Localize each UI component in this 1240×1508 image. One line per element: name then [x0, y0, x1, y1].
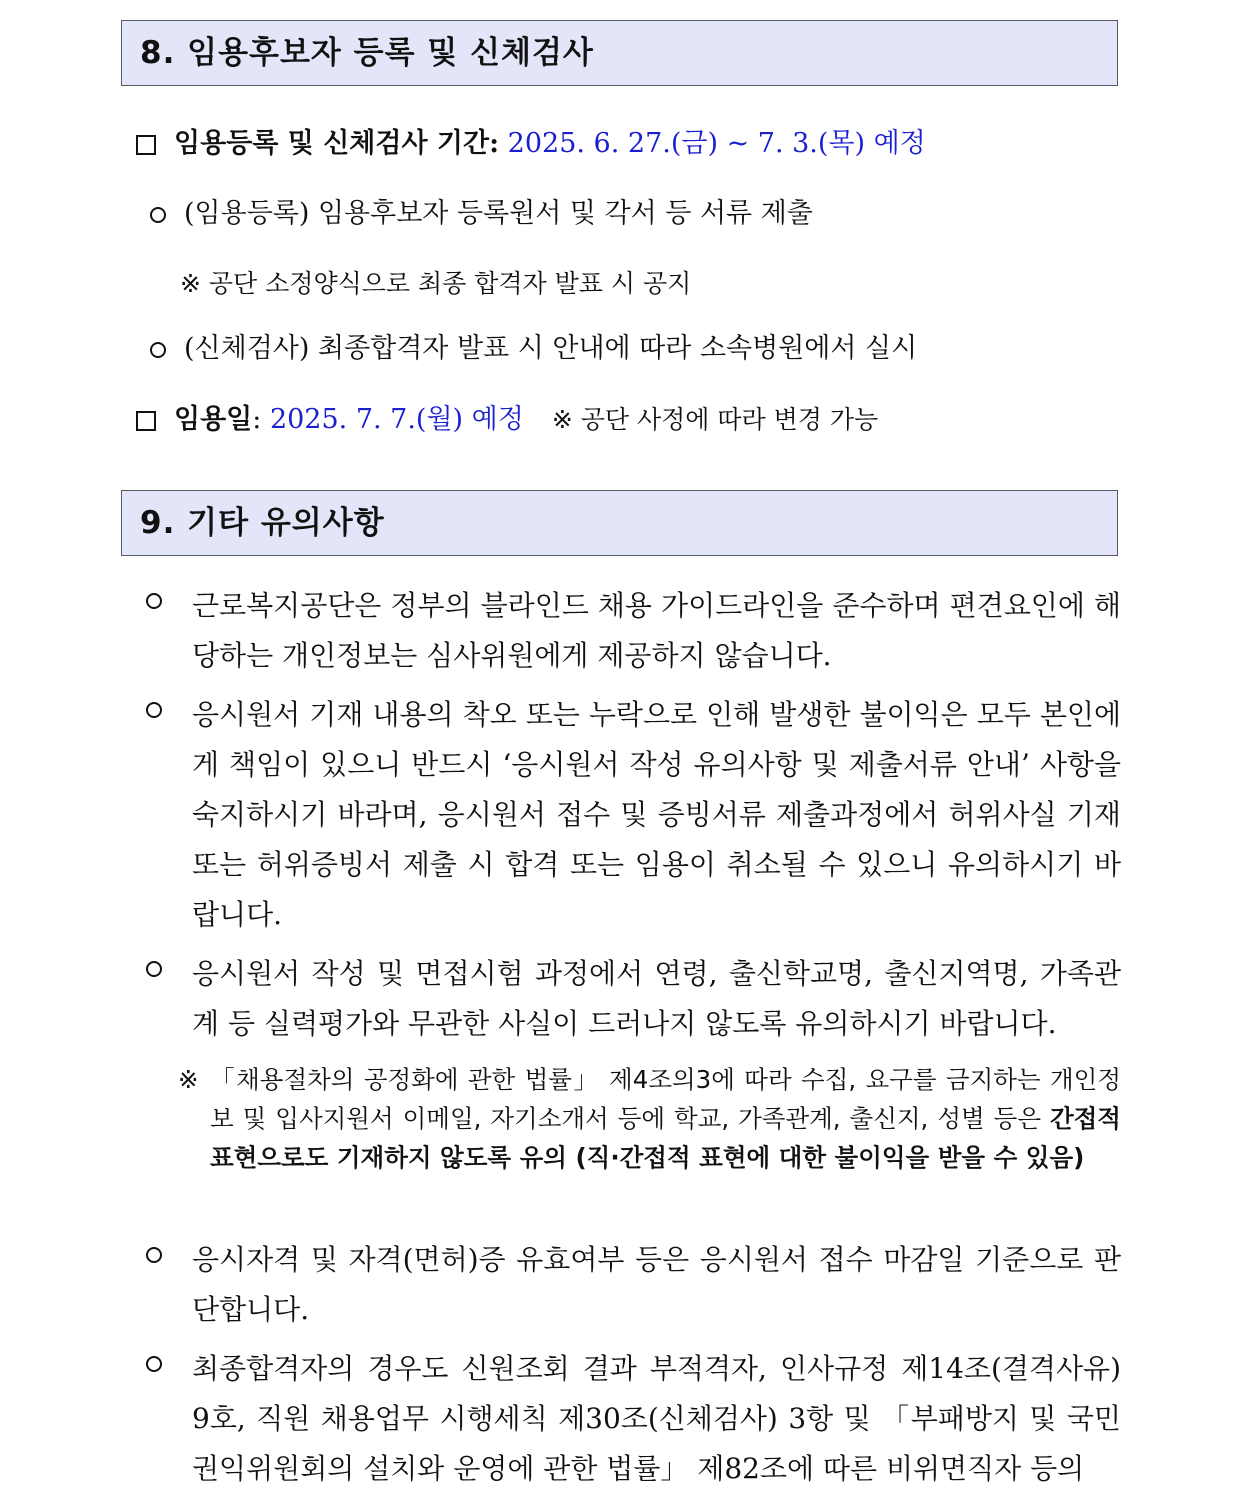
notice-item-3-text: 응시원서 작성 및 면접시험 과정에서 연령, 출신학교명, 출신지역명, 가족관계 등 실력평가와 무관한 사실이 드러나지 않도록 유의하시기 바랍니다. [192, 957, 1121, 1040]
appointment-label: 임용일 [174, 404, 253, 435]
appointment-colon: : [252, 404, 262, 435]
notice-item-4-text: 응시자격 및 자격(면허)증 유효여부 등은 응시원서 접수 마감일 기준으로 판단합니다. [192, 1243, 1121, 1326]
notice-item-5 [146, 1344, 1121, 1494]
period-line [136, 124, 926, 164]
legal-note-emphasis: 간접적 표현으로도 기재하지 않도록 유의 (직·간접적 표현에 대한 불이익을 받을 수 있음) [210, 1104, 1121, 1172]
circle-bullet-icon [146, 1356, 162, 1372]
registration-line [150, 194, 813, 234]
circle-bullet-icon [150, 342, 166, 358]
square-bullet-icon [136, 411, 156, 431]
section-9-header: 9. 기타 유의사항 [121, 490, 1118, 556]
notice-item-5-text: 최종합격자의 경우도 신원조회 결과 부적격자, 인사규정 제14조(결격사유) 9호, 직원 채용업무 시행세칙 제30조(신체검사) 3항 및 「부패방지 및 국민권익위원회의 설치와 운영에 관한 법률」 제82조에 따른 비위면직자 등의 [192, 1352, 1121, 1485]
circle-bullet-icon [146, 961, 162, 977]
registration-text: (임용등록) 임용후보자 등록원서 및 각서 등 서류 제출 [184, 198, 813, 229]
circle-bullet-icon [146, 593, 162, 609]
note-mark: ※ [178, 1065, 199, 1094]
section-8-header: 8. 임용후보자 등록 및 신체검사 [121, 20, 1118, 86]
appointment-note: ※ 공단 사정에 따라 변경 가능 [551, 405, 879, 434]
medical-exam-text: (신체검사) 최종합격자 발표 시 안내에 따라 소속병원에서 실시 [184, 333, 918, 364]
legal-note [178, 1060, 1121, 1177]
notice-item-1 [146, 581, 1121, 681]
circle-bullet-icon [146, 1247, 162, 1263]
registration-note: ※ 공단 소정양식으로 최종 합격자 발표 시 공지 [180, 269, 692, 298]
medical-exam-line [150, 329, 917, 369]
appointment-line [136, 400, 878, 440]
circle-bullet-icon [150, 207, 166, 223]
legal-note-text [210, 1060, 1121, 1177]
square-bullet-icon [136, 135, 156, 155]
legal-note-body: 「채용절차의 공정화에 관한 법률」 제4조의3에 따라 수집, 요구를 금지하는 개인정보 및 입사지원서 이메일, 자기소개서 등에 학교, 가족관계, 출신지, 성별 등은 [210, 1065, 1121, 1133]
appointment-value: 2025. 7. 7.(월) 예정 [269, 404, 524, 435]
period-label: 임용등록 및 신체검사 기간: [174, 128, 500, 159]
notice-item-2 [146, 690, 1121, 940]
notice-item-3 [146, 949, 1121, 1049]
circle-bullet-icon [146, 702, 162, 718]
notice-item-1-text: 근로복지공단은 정부의 블라인드 채용 가이드라인을 준수하며 편견요인에 해당하는 개인정보는 심사위원에게 제공하지 않습니다. [192, 589, 1121, 672]
notice-item-4 [146, 1235, 1121, 1335]
period-value: 2025. 6. 27.(금) ~ 7. 3.(목) 예정 [507, 128, 926, 159]
notice-item-2-text: 응시원서 기재 내용의 착오 또는 누락으로 인해 발생한 불이익은 모두 본인에게 책임이 있으니 반드시 ‘응시원서 작성 유의사항 및 제출서류 안내’ 사항을 숙지하시기 바라며, 응시원서 접수 및 증빙서류 제출과정에서 허위사실 기재 또는 허위증빙서 제출 시 합격 또는 임용이 취소될 수 있으니 유의하시기 바랍니다. [192, 698, 1121, 931]
